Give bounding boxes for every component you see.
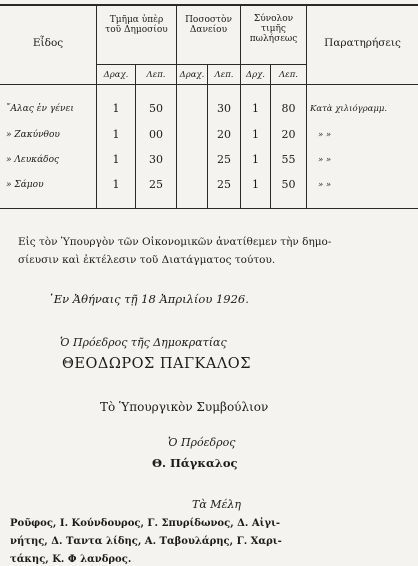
loan-lepta: 20 bbox=[217, 128, 231, 141]
share-lepta: 50 bbox=[149, 102, 163, 115]
share-drachmas: 1 bbox=[112, 128, 120, 141]
council-title: Τὸ Ὑπουργικὸν Συμβούλιον bbox=[100, 400, 269, 414]
unit-drachmas: Δρχ. bbox=[246, 70, 265, 80]
unit-lepta: Λεπ. bbox=[146, 70, 166, 80]
row-kind: » Σάμου bbox=[6, 180, 44, 190]
members-line-1: Ροῦφος, Ι. Κούνδουρος, Γ. Σπυρίδωνος, Δ. Αἰγι- bbox=[10, 518, 281, 529]
members-title: Τὰ Μέλη bbox=[192, 498, 241, 511]
total-drachmas: 1 bbox=[252, 178, 259, 191]
loan-lepta: 30 bbox=[217, 102, 231, 115]
publication-line-2: σίευσιν καὶ ἐκτέλεσιν τοῦ Διατάγματος τούτου. bbox=[18, 254, 276, 266]
president-name: ΘΕΟΔΩΡΟΣ ΠΑΓΚΑΛΟΣ bbox=[62, 356, 251, 372]
council-president-name: Θ. Πάγκαλος bbox=[152, 456, 238, 470]
table-top-rule bbox=[0, 4, 418, 6]
column-divider bbox=[306, 4, 307, 208]
total-drachmas: 1 bbox=[252, 153, 259, 166]
row-remark: Κατὰ χιλιόγραμμ. bbox=[310, 104, 388, 114]
header-percent-loan: Ποσοστὸν Δανείου bbox=[185, 15, 232, 35]
share-lepta: 25 bbox=[149, 178, 163, 191]
publication-line-1: Εἰς τὸν Ὑπουργὸν τῶν Οἰκονομικῶν ἀνατίθεμεν τὴν δημο- bbox=[18, 236, 332, 248]
date-line: ᾽Εν Ἀθήναις τῇ 18 Ἀπριλίου 1926. bbox=[48, 292, 249, 306]
header-kind: Εἶδος bbox=[32, 37, 64, 49]
president-title: Ὁ Πρόεδρος τῆς Δημοκρατίας bbox=[60, 336, 227, 349]
header-total-value: Σύνολον τιμῆς πωλήσεως bbox=[249, 14, 298, 44]
unit-drachmas: Δραχ. bbox=[179, 70, 205, 80]
total-drachmas: 1 bbox=[252, 102, 259, 115]
header-remarks: Παρατηρήσεις bbox=[324, 37, 401, 49]
total-lepta: 55 bbox=[281, 153, 296, 166]
unit-drachmas: Δραχ. bbox=[103, 70, 129, 80]
unit-lepta: Λεπ. bbox=[214, 70, 234, 80]
table-bottom-rule bbox=[0, 208, 418, 209]
row-remark: » » bbox=[318, 180, 332, 190]
units-rule bbox=[96, 64, 306, 65]
row-remark: » » bbox=[318, 155, 332, 165]
header-share-public: Τμῆμα ὑπὲρ τοῦ Δημοσίου bbox=[105, 15, 168, 35]
row-remark: » » bbox=[318, 130, 332, 140]
total-drachmas: 1 bbox=[252, 128, 259, 141]
header-bottom-rule bbox=[0, 84, 418, 85]
loan-lepta: 25 bbox=[217, 153, 231, 166]
share-lepta: 00 bbox=[149, 128, 163, 141]
row-kind: » Λευκάδος bbox=[6, 155, 60, 165]
share-drachmas: 1 bbox=[112, 178, 120, 191]
total-lepta: 80 bbox=[281, 102, 296, 115]
row-kind: » Ζακύνθου bbox=[6, 130, 60, 140]
row-kind: ῎Αλας ἐν γένει bbox=[6, 104, 74, 114]
total-lepta: 20 bbox=[281, 128, 296, 141]
unit-lepta: Λεπ. bbox=[279, 70, 298, 80]
council-president-title: Ὁ Πρόεδρος bbox=[168, 436, 236, 449]
share-lepta: 30 bbox=[149, 153, 163, 166]
share-drachmas: 1 bbox=[112, 102, 120, 115]
loan-lepta: 25 bbox=[217, 178, 231, 191]
members-line-3: τάκης, Κ. Φ λανδρος. bbox=[10, 554, 132, 565]
tariff-table bbox=[0, 0, 418, 210]
total-lepta: 50 bbox=[281, 178, 296, 191]
share-drachmas: 1 bbox=[112, 153, 120, 166]
members-line-2: νήτης, Δ. Ταντα λίδης, Α. Ταβουλάρης, Γ. Χαρι- bbox=[10, 536, 282, 547]
